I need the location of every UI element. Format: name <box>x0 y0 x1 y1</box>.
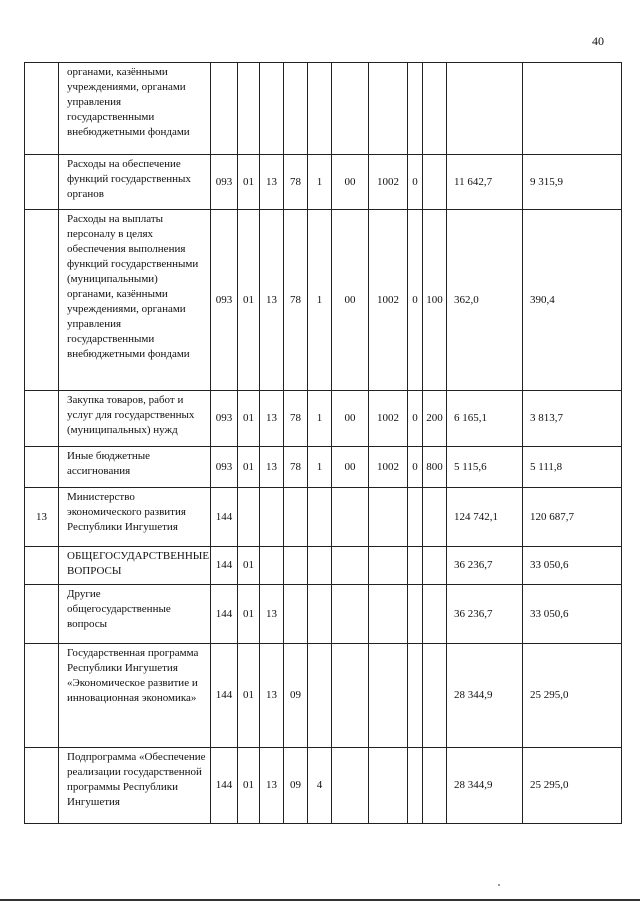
row-number-cell <box>25 644 59 748</box>
code-cell: 1002 <box>369 210 408 391</box>
table-row <box>25 155 622 210</box>
item-name-cell: Другие общегосударственные вопросы <box>59 585 211 644</box>
code-cell: 00 <box>332 155 369 210</box>
code-cell: 01 <box>238 447 260 488</box>
code-cell: 144 <box>211 547 238 585</box>
row-number-cell: 13 <box>25 488 59 547</box>
item-name-cell: Подпрограмма «Обеспечение реализации государственной программы Республики Ингушетия <box>59 748 211 824</box>
code-cell: 78 <box>284 391 308 447</box>
item-name-cell: Иные бюджетные ассигнования <box>59 447 211 488</box>
code-cell <box>423 644 447 748</box>
code-cell <box>308 63 332 155</box>
amount-cell: 120 687,7 <box>523 488 622 547</box>
code-cell <box>332 644 369 748</box>
code-cell <box>332 585 369 644</box>
code-cell: 0 <box>408 447 423 488</box>
row-number-cell <box>25 585 59 644</box>
item-name-cell: Расходы на выплаты персоналу в целях обеспечения выполнения функций государственными (муниципальными) органами, казёнными учреждениями, органами управления государственными внебюджетными фондами <box>59 210 211 391</box>
item-name-cell: Министерство экономического развития Республики Ингушетия <box>59 488 211 547</box>
code-cell <box>369 585 408 644</box>
code-cell: 1002 <box>369 447 408 488</box>
table-row <box>25 748 622 824</box>
code-cell: 093 <box>211 210 238 391</box>
table-row <box>25 391 622 447</box>
code-cell <box>238 488 260 547</box>
row-number-cell <box>25 447 59 488</box>
code-cell: 093 <box>211 447 238 488</box>
code-cell <box>423 585 447 644</box>
amount-cell: 11 642,7 <box>447 155 523 210</box>
amount-cell: 28 344,9 <box>447 748 523 824</box>
code-cell: 0 <box>408 210 423 391</box>
code-cell <box>408 63 423 155</box>
page-number: 40 <box>592 34 604 48</box>
code-cell: 13 <box>260 210 284 391</box>
code-cell: 78 <box>284 155 308 210</box>
code-cell <box>423 155 447 210</box>
amount-cell: 28 344,9 <box>447 644 523 748</box>
row-number-cell <box>25 547 59 585</box>
code-cell: 01 <box>238 644 260 748</box>
amount-cell: 25 295,0 <box>523 644 622 748</box>
code-cell: 200 <box>423 391 447 447</box>
row-number-cell <box>25 63 59 155</box>
table-row <box>25 644 622 748</box>
code-cell <box>308 488 332 547</box>
amount-cell: 36 236,7 <box>447 547 523 585</box>
code-cell: 1002 <box>369 391 408 447</box>
code-cell: 1 <box>308 210 332 391</box>
code-cell <box>369 547 408 585</box>
code-cell <box>332 63 369 155</box>
code-cell <box>369 748 408 824</box>
code-cell: 13 <box>260 447 284 488</box>
code-cell <box>284 488 308 547</box>
code-cell: 800 <box>423 447 447 488</box>
code-cell: 01 <box>238 585 260 644</box>
code-cell <box>308 585 332 644</box>
amount-cell: 5 115,6 <box>447 447 523 488</box>
code-cell: 1 <box>308 155 332 210</box>
code-cell <box>408 585 423 644</box>
code-cell <box>369 488 408 547</box>
code-cell: 00 <box>332 210 369 391</box>
code-cell: 1 <box>308 391 332 447</box>
code-cell: 01 <box>238 210 260 391</box>
table-row <box>25 63 622 155</box>
page-bottom-edge <box>0 899 640 901</box>
amount-cell: 33 050,6 <box>523 585 622 644</box>
code-cell: 09 <box>284 644 308 748</box>
code-cell <box>408 748 423 824</box>
item-name-cell: Закупка товаров, работ и услуг для государственных (муниципальных) нужд <box>59 391 211 447</box>
code-cell: 0 <box>408 155 423 210</box>
code-cell <box>369 644 408 748</box>
code-cell <box>308 644 332 748</box>
code-cell: 100 <box>423 210 447 391</box>
amount-cell: 5 111,8 <box>523 447 622 488</box>
item-name-cell: Расходы на обеспечение функций государственных органов <box>59 155 211 210</box>
scan-artifact <box>498 884 500 886</box>
table-row <box>25 447 622 488</box>
budget-table <box>24 62 622 824</box>
code-cell: 13 <box>260 585 284 644</box>
code-cell: 1002 <box>369 155 408 210</box>
code-cell: 0 <box>408 391 423 447</box>
row-number-cell <box>25 748 59 824</box>
table-row <box>25 585 622 644</box>
code-cell <box>284 63 308 155</box>
code-cell: 13 <box>260 748 284 824</box>
code-cell <box>423 488 447 547</box>
amount-cell: 36 236,7 <box>447 585 523 644</box>
table-row <box>25 547 622 585</box>
code-cell: 144 <box>211 585 238 644</box>
code-cell: 13 <box>260 644 284 748</box>
code-cell <box>284 585 308 644</box>
row-number-cell <box>25 391 59 447</box>
amount-cell: 33 050,6 <box>523 547 622 585</box>
code-cell: 78 <box>284 210 308 391</box>
code-cell: 00 <box>332 391 369 447</box>
code-cell: 09 <box>284 748 308 824</box>
table-row <box>25 210 622 391</box>
code-cell <box>332 488 369 547</box>
code-cell <box>408 547 423 585</box>
code-cell <box>308 547 332 585</box>
code-cell <box>369 63 408 155</box>
code-cell: 144 <box>211 748 238 824</box>
code-cell: 01 <box>238 547 260 585</box>
item-name-cell: Государственная программа Республики Ингушетия «Экономическое развитие и инновационная экономика» <box>59 644 211 748</box>
amount-cell: 124 742,1 <box>447 488 523 547</box>
amount-cell <box>523 63 622 155</box>
code-cell: 4 <box>308 748 332 824</box>
amount-cell <box>447 63 523 155</box>
code-cell <box>211 63 238 155</box>
code-cell: 144 <box>211 644 238 748</box>
code-cell: 144 <box>211 488 238 547</box>
code-cell: 093 <box>211 391 238 447</box>
code-cell: 1 <box>308 447 332 488</box>
code-cell: 13 <box>260 155 284 210</box>
amount-cell: 9 315,9 <box>523 155 622 210</box>
amount-cell: 390,4 <box>523 210 622 391</box>
row-number-cell <box>25 210 59 391</box>
code-cell <box>408 644 423 748</box>
item-name-cell: органами, казёнными учреждениями, органами управления государственными внебюджетными фондами <box>59 63 211 155</box>
code-cell: 01 <box>238 391 260 447</box>
code-cell: 01 <box>238 155 260 210</box>
item-name-cell: ОБЩЕГОСУДАРСТВЕННЫЕ ВОПРОСЫ <box>59 547 211 585</box>
code-cell: 01 <box>238 748 260 824</box>
code-cell: 00 <box>332 447 369 488</box>
code-cell <box>332 748 369 824</box>
amount-cell: 6 165,1 <box>447 391 523 447</box>
code-cell <box>423 748 447 824</box>
code-cell <box>260 547 284 585</box>
code-cell <box>238 63 260 155</box>
table-row <box>25 488 622 547</box>
code-cell <box>284 547 308 585</box>
code-cell <box>408 488 423 547</box>
amount-cell: 25 295,0 <box>523 748 622 824</box>
row-number-cell <box>25 155 59 210</box>
code-cell <box>260 488 284 547</box>
amount-cell: 362,0 <box>447 210 523 391</box>
code-cell: 78 <box>284 447 308 488</box>
amount-cell: 3 813,7 <box>523 391 622 447</box>
code-cell: 13 <box>260 391 284 447</box>
code-cell: 093 <box>211 155 238 210</box>
code-cell <box>423 547 447 585</box>
code-cell <box>332 547 369 585</box>
code-cell <box>423 63 447 155</box>
code-cell <box>260 63 284 155</box>
